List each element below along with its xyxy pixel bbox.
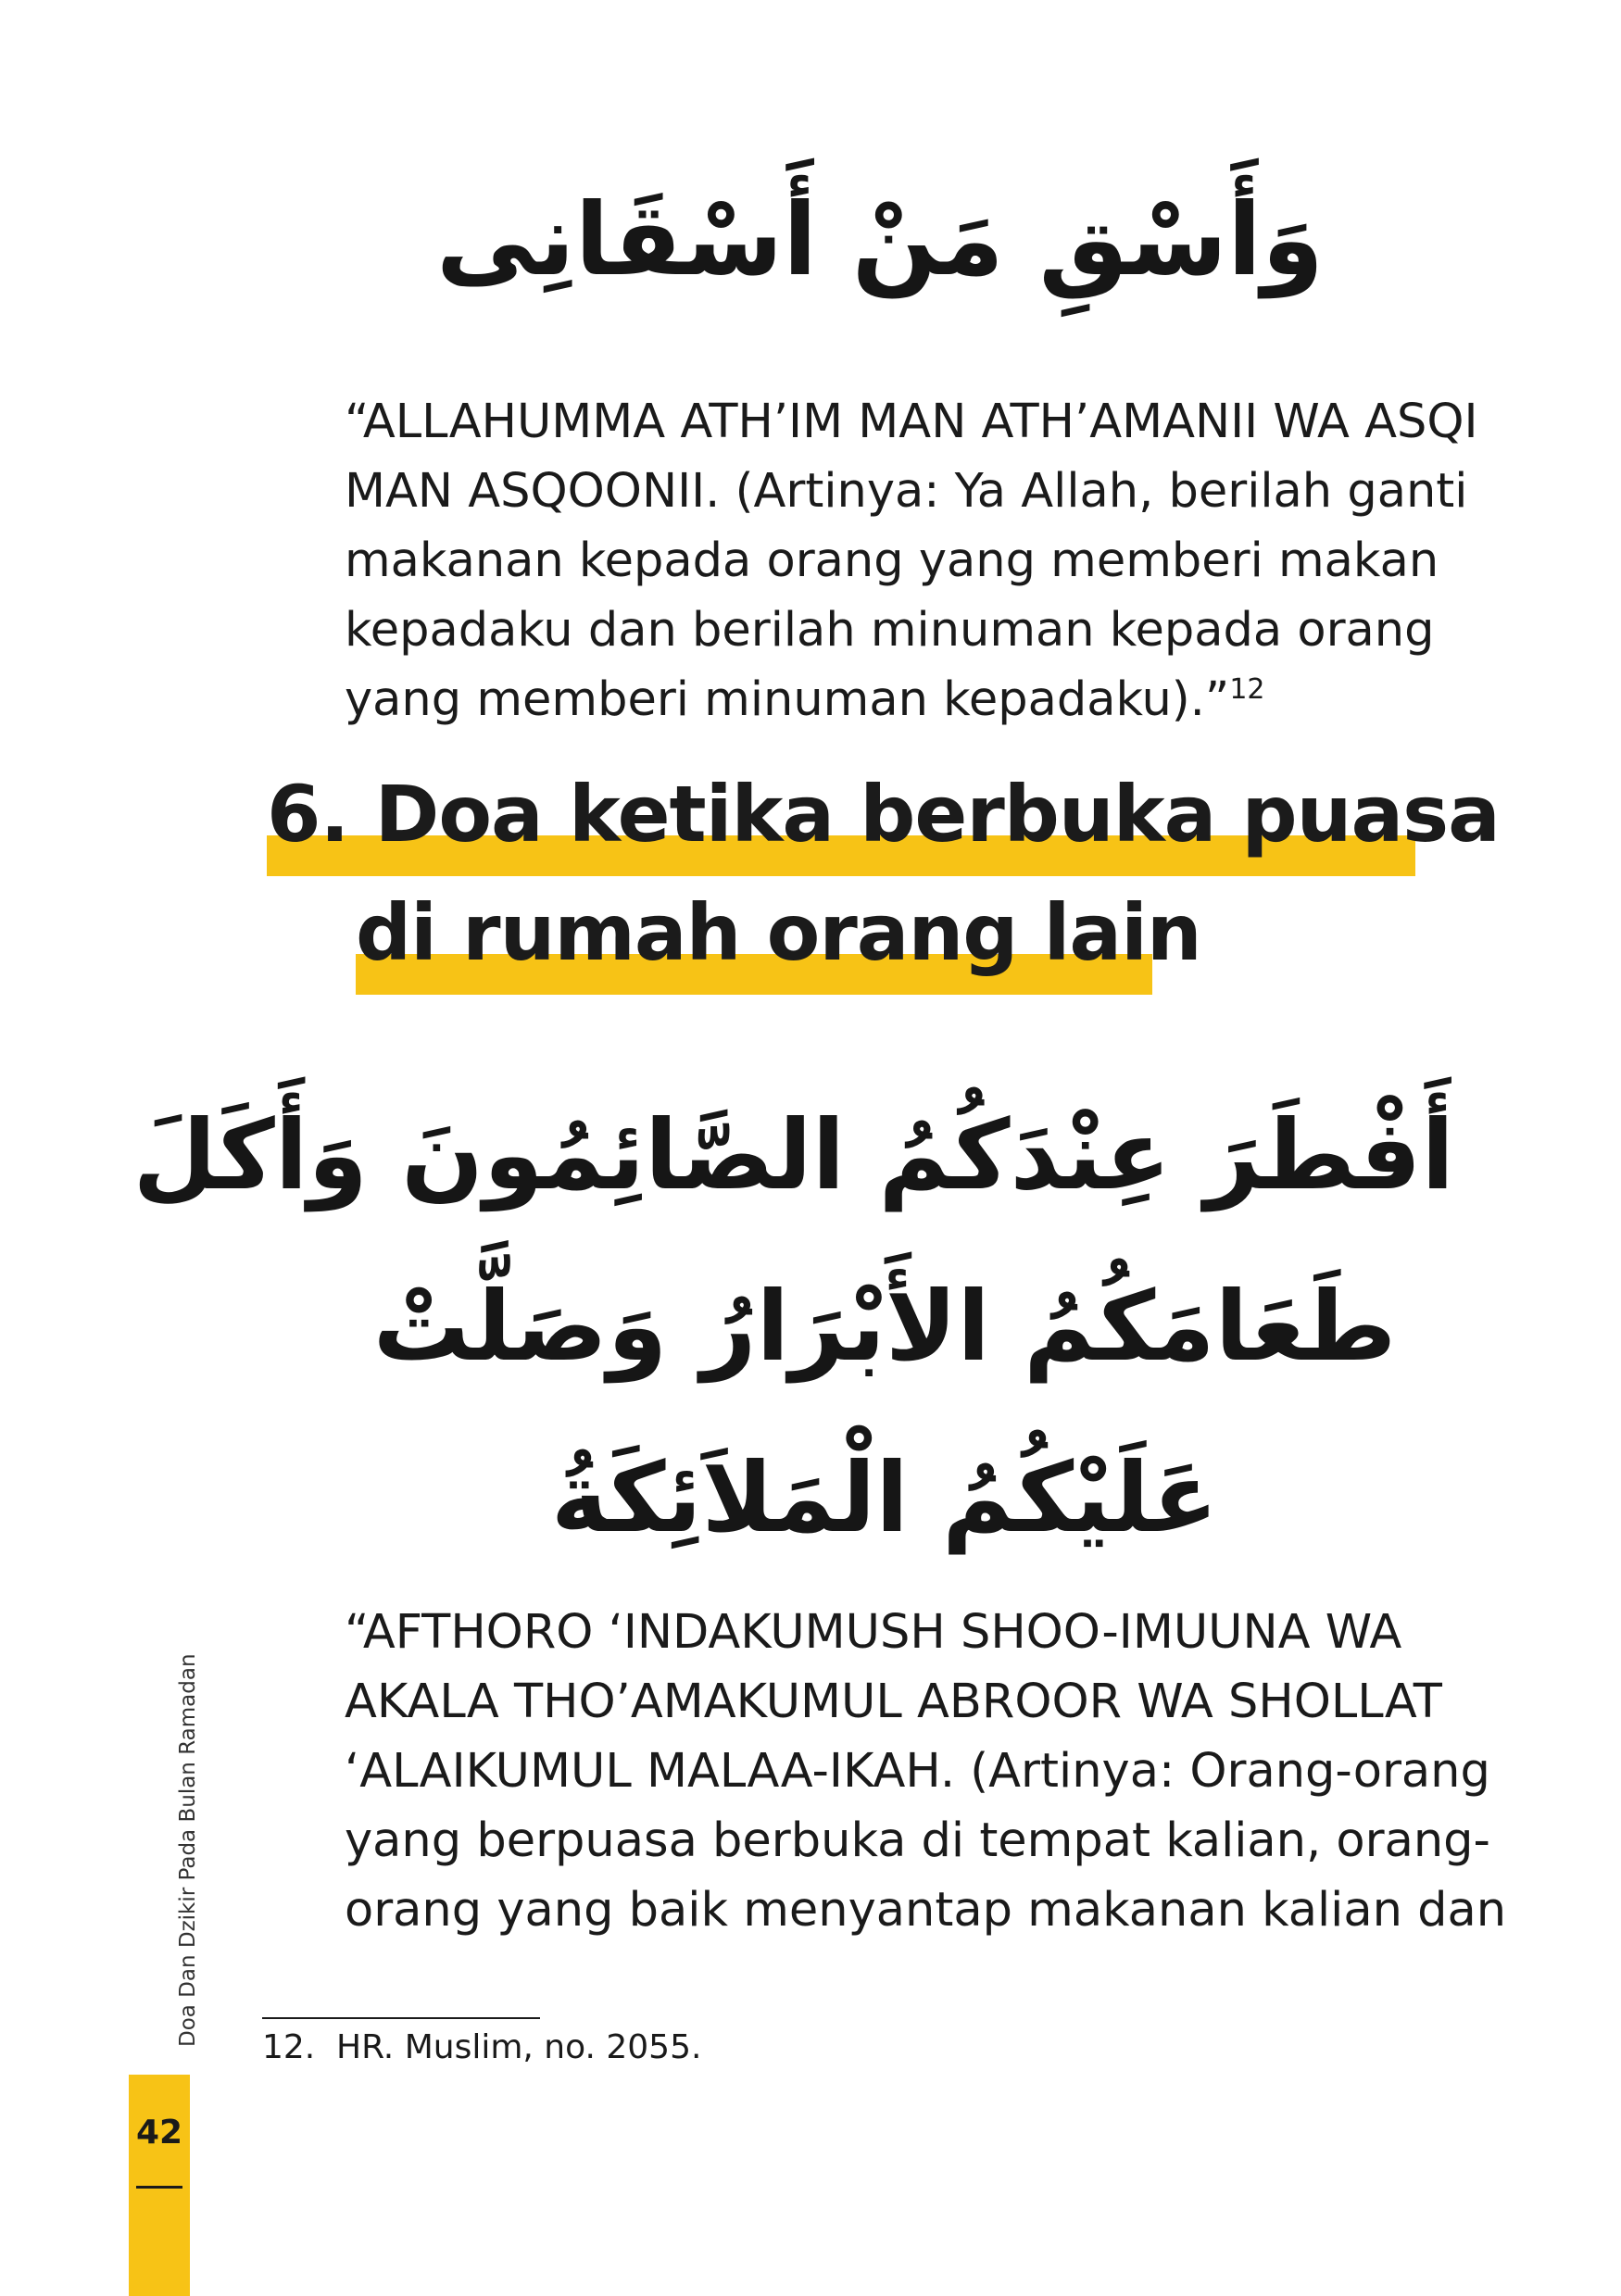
arabic-doa-main bbox=[132, 1070, 1454, 1584]
text-line: “AFTHORO ‘INDAKUMUSH SHOO-IMUUNA WA bbox=[345, 1605, 1402, 1660]
heading-line bbox=[267, 769, 1500, 887]
heading-line bbox=[267, 887, 1471, 1006]
text-line: ‘ALAIKUMUL MALAA-IKAH. (Artinya: Orang-orang bbox=[345, 1744, 1490, 1799]
text-line-content: yang memberi minuman kepadaku).” bbox=[345, 672, 1230, 727]
text-line: kepadaku dan berilah minuman kepada orang bbox=[345, 603, 1435, 658]
footnote-number: 12. bbox=[262, 2028, 316, 2066]
section-heading bbox=[267, 769, 1500, 1006]
arabic-line: أَفْطَرَ عِنْدَكُمُ الصَّائِمُونَ وَأَكَلَ bbox=[132, 1098, 1454, 1211]
arabic-doa-tail: وَأَسْقِ مَنْ أَسْقَانِى bbox=[435, 182, 1325, 298]
transliteration-paragraph bbox=[345, 1598, 1507, 1945]
page-number-tab bbox=[129, 2075, 190, 2296]
text-line: yang berpuasa berbuka di tempat kalian, orang- bbox=[345, 1813, 1490, 1868]
text-line: orang yang baik menyantap makanan kalian dan bbox=[345, 1883, 1507, 1938]
text-line: MAN ASQOONII. (Artinya: Ya Allah, berilah ganti bbox=[345, 464, 1468, 519]
footnote-reference: 12 bbox=[1229, 673, 1265, 706]
page-number: 42 bbox=[135, 2114, 183, 2152]
text-line: AKALA THO’AMAKUMUL ABROOR WA SHOLLAT bbox=[345, 1675, 1442, 1729]
text-line: “ALLAHUMMA ATH’IM MAN ATH’AMANII WA ASQI bbox=[345, 395, 1478, 449]
heading-text: 6. Doa ketika berbuka puasa bbox=[267, 769, 1500, 859]
text-line bbox=[345, 665, 1428, 734]
footnote-text: HR. Muslim, no. 2055. bbox=[336, 2028, 702, 2066]
footnote-divider bbox=[262, 2017, 540, 2019]
arabic-line: طَعَامَكُمُ الأَبْرَارُ وَصَلَّتْ bbox=[372, 1270, 1397, 1383]
page-number-underline bbox=[136, 2186, 182, 2189]
heading-text: di rumah orang lain bbox=[356, 887, 1201, 978]
transliteration-paragraph bbox=[345, 387, 1478, 734]
arabic-line: عَلَيْكُمُ الْمَلاَئِكَةُ bbox=[550, 1441, 1219, 1554]
book-title-vertical: Doa Dan Dzikir Pada Bulan Ramadan bbox=[176, 1653, 200, 2047]
footnote bbox=[262, 2028, 701, 2066]
text-line: makanan kepada orang yang memberi makan bbox=[345, 533, 1439, 588]
